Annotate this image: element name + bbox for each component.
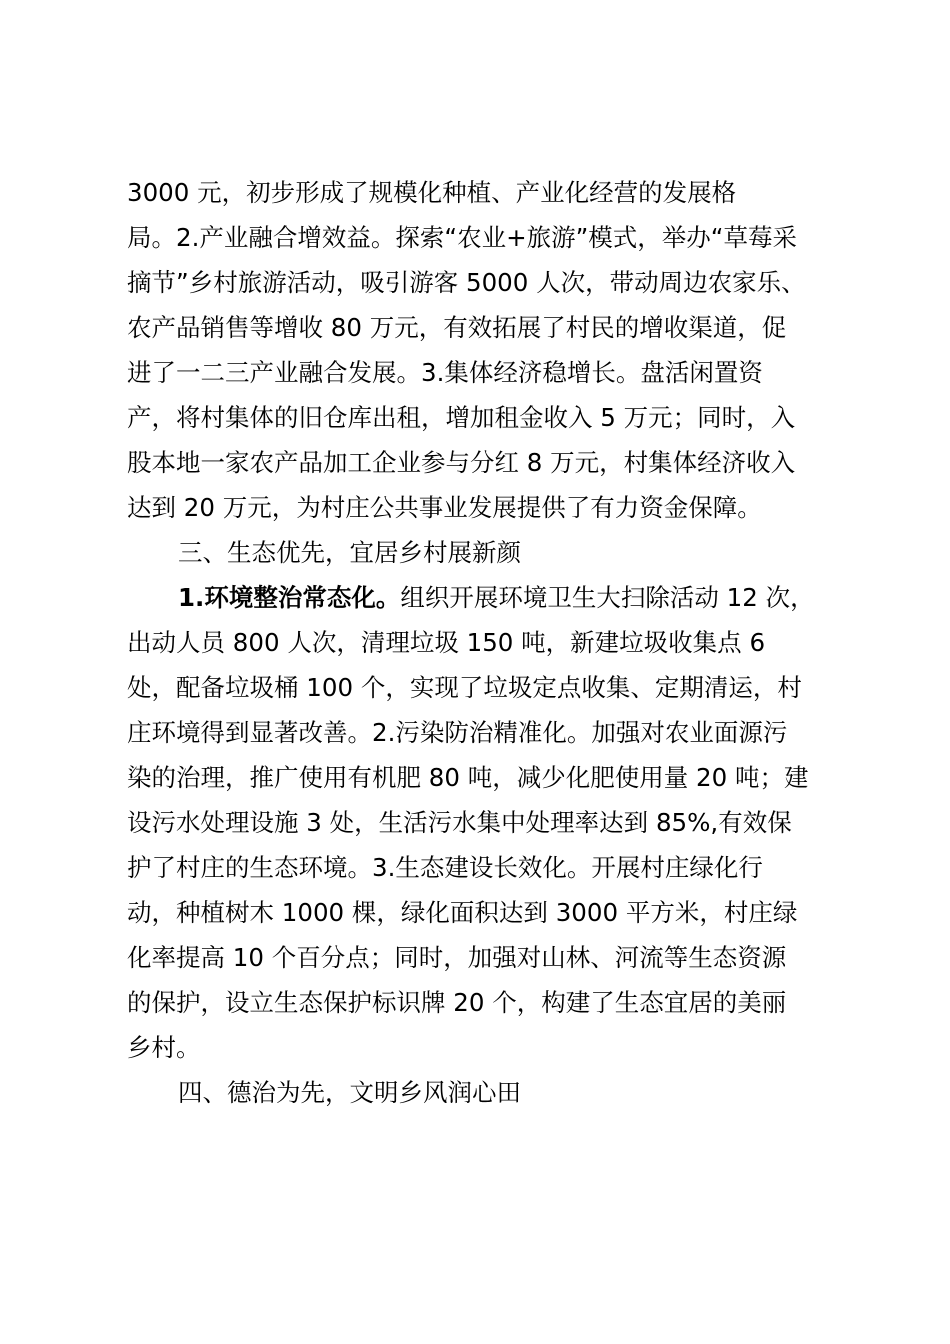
paragraph-line: 乡村。	[127, 1033, 201, 1062]
paragraph-line: 局。2.产业融合增效益。探索“农业+旅游”模式，举办“草莓采	[127, 223, 797, 252]
paragraph-line: 达到 20 万元，为村庄公共事业发展提供了有力资金保障。	[127, 493, 762, 522]
paragraph-text: 组织开展环境卫生大扫除活动 12 次，	[400, 583, 815, 612]
paragraph-line: 出动人员 800 人次，清理垃圾 150 吨，新建垃圾收集点 6	[127, 628, 766, 657]
paragraph-line: 进了一二三产业融合发展。3.集体经济稳增长。盘活闲置资	[127, 358, 763, 387]
paragraph-line: 化率提高 10 个百分点；同时，加强对山林、河流等生态资源	[127, 943, 787, 972]
paragraph-line: 股本地一家农产品加工企业参与分红 8 万元，村集体经济收入	[127, 448, 796, 477]
section3-first-line	[178, 583, 815, 613]
paragraph-line: 农产品销售等增收 80 万元，有效拓展了村民的增收渠道，促	[127, 313, 787, 342]
section-heading-3: 三、生态优先，宜居乡村展新颜	[178, 538, 521, 567]
paragraph-line: 设污水处理设施 3 处，生活污水集中处理率达到 85%,有效保	[127, 808, 792, 837]
paragraph-line: 染的治理，推广使用有机肥 80 吨，减少化肥使用量 20 吨；建	[127, 763, 809, 792]
paragraph-line: 动，种植树木 1000 棵，绿化面积达到 3000 平方米，村庄绿	[127, 898, 798, 927]
paragraph-line: 3000 元，初步形成了规模化种植、产业化经营的发展格	[127, 178, 737, 207]
section-heading-4: 四、德治为先，文明乡风润心田	[178, 1078, 521, 1107]
paragraph-line: 摘节”乡村旅游活动，吸引游客 5000 人次，带动周边农家乐、	[127, 268, 806, 297]
paragraph-line: 处，配备垃圾桶 100 个，实现了垃圾定点收集、定期清运，村	[127, 673, 802, 702]
paragraph-line: 护了村庄的生态环境。3.生态建设长效化。开展村庄绿化行	[127, 853, 763, 882]
paragraph-line: 的保护，设立生态保护标识牌 20 个，构建了生态宜居的美丽	[127, 988, 787, 1017]
subheading-environment: 1.环境整治常态化。	[178, 583, 401, 612]
paragraph-line: 产，将村集体的旧仓库出租，增加租金收入 5 万元；同时，入	[127, 403, 796, 432]
paragraph-line: 庄环境得到显著改善。2.污染防治精准化。加强对农业面源污	[127, 718, 788, 747]
